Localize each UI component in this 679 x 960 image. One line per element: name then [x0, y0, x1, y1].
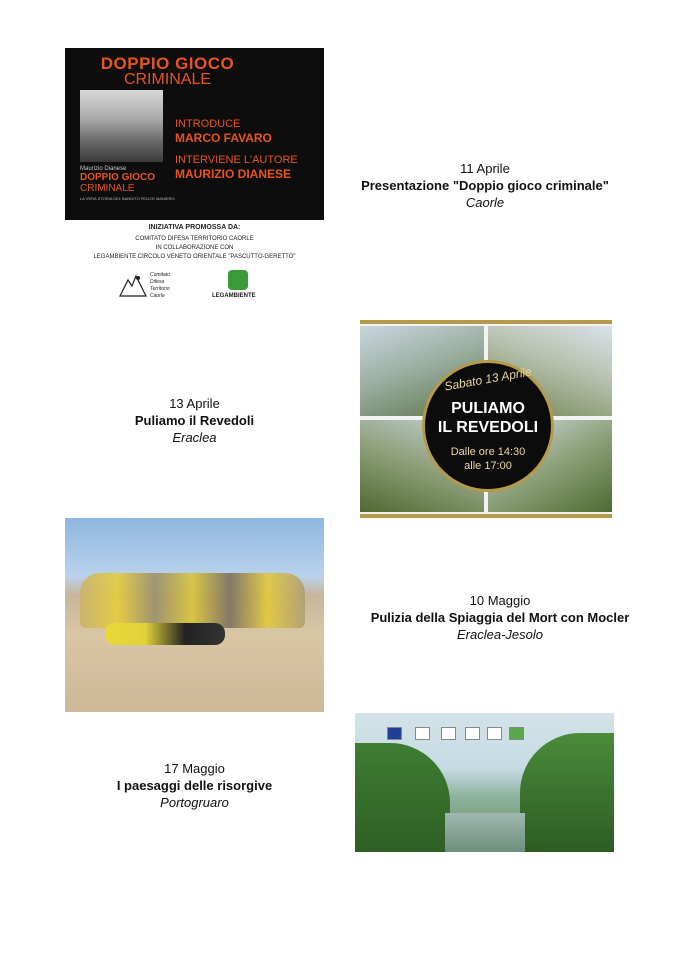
intro-label: INTRODUCE	[175, 118, 241, 130]
eu-flag-icon	[387, 727, 402, 740]
event-date: 17 Maggio	[164, 761, 225, 776]
intro-name: MARCO FAVARO	[175, 131, 272, 145]
beach-cleanup-photo	[65, 518, 324, 712]
republic-emblem-icon	[415, 727, 430, 740]
partner-logo-icon	[509, 727, 524, 740]
poster-title-line2: IL REVEDOLI	[437, 419, 539, 436]
volunteer-group	[80, 573, 305, 628]
tree-bank-left	[355, 743, 450, 852]
event-date: 13 Aprile	[169, 396, 220, 411]
book-cover-photo	[80, 90, 163, 162]
promo-line: LEGAMBIENTE CIRCOLO VENETO ORIENTALE "PASCUTTO-GERETTO"	[93, 254, 296, 260]
event-title: Presentazione "Doppio gioco criminale"	[361, 178, 609, 193]
gold-band-top	[360, 320, 612, 324]
tree-bank-right	[520, 733, 614, 852]
river-landscape-photo	[355, 713, 614, 852]
trash-bags	[105, 623, 225, 645]
book-subtitle: LA VERA STORIA DEL BANDITO FELICE MANIERO	[80, 196, 175, 201]
promo-line: IN COLLABORAZIONE CON	[155, 245, 234, 251]
event-item	[330, 160, 640, 211]
author-name: MAURIZIO DIANESE	[175, 167, 292, 181]
poster-date: Sabato 13 Aprile	[443, 364, 533, 394]
poster-hours-line2: alle 17:00	[464, 460, 512, 472]
poster-title-line2: CRIMINALE	[123, 71, 212, 88]
poster-title-line1: PULIAMO	[451, 400, 525, 417]
river-water	[445, 813, 525, 852]
event-place: Caorle	[465, 195, 505, 210]
event-item	[65, 395, 324, 446]
region-logo-icon	[441, 727, 456, 740]
poster-hours-line1: Dalle ore 14:30	[450, 446, 526, 458]
cleanup-poster	[360, 320, 612, 518]
event-date: 11 Aprile	[460, 161, 510, 176]
book-title-line1: DOPPIO GIOCO	[80, 172, 156, 183]
event-place: Eraclea	[172, 430, 217, 445]
poster-title-line1: DOPPIO GIOCO	[100, 54, 235, 73]
comitato-logo-text: Comitato Difesa Territorio Caorle	[150, 272, 171, 299]
legambiente-logo-icon	[228, 270, 248, 290]
event-place: Eraclea-Jesolo	[457, 627, 543, 642]
book-title-line2: CRIMINALE	[80, 183, 135, 194]
psr-logo-icon	[465, 727, 480, 740]
gal-logo-icon	[487, 727, 502, 740]
event-place: Portogruaro	[160, 795, 229, 810]
promo-line: COMITATO DIFESA TERRITORIO CAORLE	[135, 236, 254, 242]
event-title: Pulizia della Spiaggia del Mort con Mocler	[370, 610, 630, 625]
gold-band-bottom	[360, 514, 612, 518]
book-presentation-poster	[65, 48, 324, 220]
author-label: INTERVIENE L'AUTORE	[175, 154, 298, 166]
event-date: 10 Maggio	[469, 593, 531, 608]
event-item	[65, 760, 324, 811]
event-item	[330, 592, 670, 643]
book-author: Maurizio Dianese	[80, 166, 127, 172]
legambiente-logo-text: LEGAMBIENTE	[212, 293, 256, 299]
event-title: I paesaggi delle risorgive	[116, 778, 273, 793]
promo-heading: INIZIATIVA PROMOSSA DA:	[148, 224, 241, 231]
event-title: Puliamo il Revedoli	[134, 413, 255, 428]
comitato-logo-icon	[118, 270, 148, 300]
